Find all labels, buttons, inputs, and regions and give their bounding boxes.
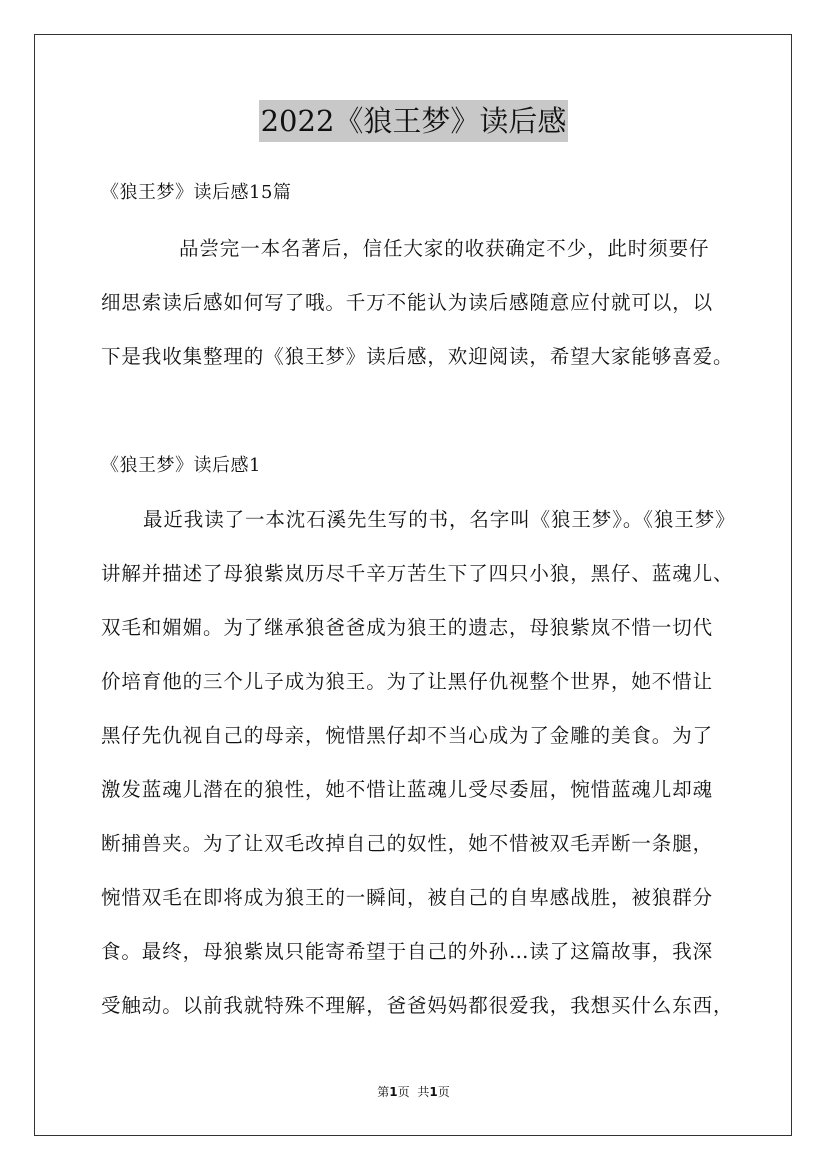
intro-line-3: 下是我收集整理的《狼王梦》读后感，欢迎阅读，希望大家能够喜爱。	[101, 345, 734, 368]
document-subtitle: 《狼王梦》读后感15篇	[101, 182, 292, 203]
section-heading: 《狼王梦》读后感1	[101, 455, 261, 476]
page-footer	[0, 1084, 827, 1100]
body-line-7: 断捕兽夹。为了让双毛改掉自己的奴性，她不惜被双毛弄断一条腿，	[101, 832, 714, 855]
intro-line-1: 品尝完一本名著后，信任大家的收获确定不少，此时须要仔	[179, 237, 710, 260]
footer-page-prefix: 第	[377, 1085, 390, 1099]
body-line-10: 受触动。以前我就特殊不理解，爸爸妈妈都很爱我，我想买什么东西，	[101, 994, 734, 1017]
footer-total-prefix: 共	[417, 1085, 430, 1099]
intro-line-2: 细思索读后感如何写了哦。千万不能认为读后感随意应付就可以，以	[101, 291, 714, 314]
body-line-8: 惋惜双毛在即将成为狼王的一瞬间，被自己的自卑感战胜，被狼群分	[101, 886, 714, 909]
footer-total-number: 1	[429, 1085, 438, 1099]
body-line-6: 激发蓝魂儿潜在的狼性，她不惜让蓝魂儿受尽委屈，惋惜蓝魂儿却魂	[101, 778, 714, 801]
footer-total-suffix: 页	[437, 1085, 450, 1099]
document-title: 2022《狼王梦》读后感	[259, 100, 569, 142]
body-line-5: 黑仔先仇视自己的母亲，惋惜黑仔却不当心成为了金雕的美食。为了	[101, 724, 714, 747]
body-line-4: 价培育他的三个儿子成为狼王。为了让黑仔仇视整个世界，她不惜让	[101, 670, 714, 693]
body-line-2: 讲解并描述了母狼紫岚历尽千辛万苦生下了四只小狼，黑仔、蓝魂儿、	[101, 562, 734, 585]
title-container	[0, 100, 827, 142]
footer-page-number: 1	[389, 1085, 398, 1099]
footer-page-suffix: 页	[397, 1085, 410, 1099]
body-line-1: 最近我读了一本沈石溪先生写的书，名字叫《狼王梦》。《狼王梦》	[143, 508, 736, 531]
body-line-3: 双毛和媚媚。为了继承狼爸爸成为狼王的遗志，母狼紫岚不惜一切代	[101, 616, 714, 639]
body-line-9: 食。最终，母狼紫岚只能寄希望于自己的外孙…读了这篇故事，我深	[101, 940, 714, 963]
